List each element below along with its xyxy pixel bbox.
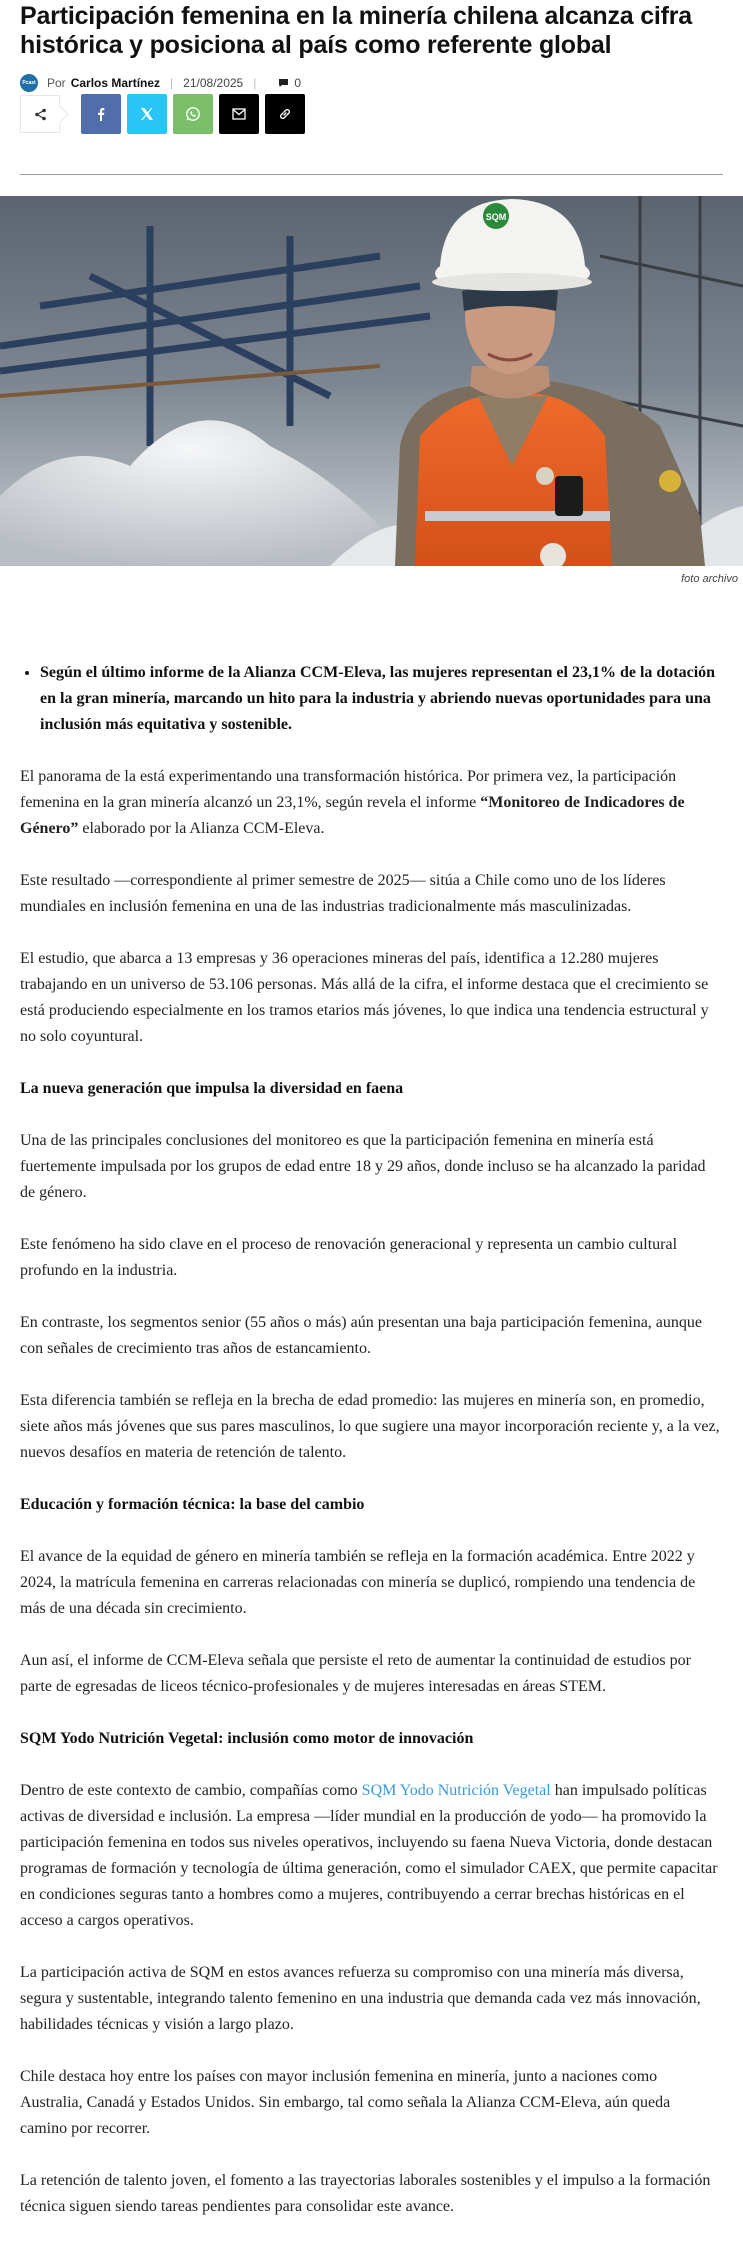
article-body bbox=[20, 660, 720, 2246]
article-title: Participación femenina en la minería chilena alcanza cifra histórica y posiciona al país como referente global bbox=[20, 2, 693, 59]
copy-link-button[interactable] bbox=[265, 94, 305, 134]
paragraph: La participación activa de SQM en estos avances refuerza su compromiso con una minería más diversa, segura y sustentable, integrando talento femenino en una industria que demanda cada vez más innovación, habilidades técnicas y visión a largo plazo. bbox=[20, 1964, 701, 2033]
paragraph: Chile destaca hoy entre los países con mayor inclusión femenina en minería, junto a naciones como Australia, Canadá y Estados Unidos. Sin embargo, tal como señala la Alianza CCM-Eleva, aún queda camino por recorrer. bbox=[20, 2068, 671, 2137]
paragraph: Aun así, el informe de CCM-Eleva señala que persiste el reto de aumentar la continuidad de estudios por parte de egresadas de liceos técnico-profesionales y de mujeres interesadas en áreas STEM. bbox=[20, 1652, 691, 1695]
highlight-list bbox=[20, 660, 720, 738]
paragraph: El estudio, que abarca a 13 empresas y 36 operaciones mineras del país, identifica a 12.280 mujeres trabajando en un universo de 53.106 personas. Más allá de la cifra, el informe destaca que el crecimiento se está produciendo especialmente en los tramos etarios más jóvenes, lo que indica una tendencia estructural y no solo coyuntural. bbox=[20, 950, 709, 1045]
paragraph: En contraste, los segmentos senior (55 años o más) aún presentan una baja participación femenina, aunque con señales de crecimiento tras años de estancamiento. bbox=[20, 1314, 702, 1357]
share-toggle-button[interactable] bbox=[20, 95, 60, 133]
section-heading: SQM Yodo Nutrición Vegetal: inclusión como motor de innovación bbox=[20, 1730, 474, 1747]
meta-separator: | bbox=[170, 76, 174, 90]
share-icon bbox=[34, 108, 47, 121]
envelope-icon bbox=[232, 108, 246, 120]
share-whatsapp-button[interactable] bbox=[173, 94, 213, 134]
share-facebook-button[interactable] bbox=[81, 94, 121, 134]
paragraph: La retención de talento joven, el fomento a las trayectorias laborales sostenibles y el impulso a la formación técnica siguen siendo tareas pendientes para consolidar este avance. bbox=[20, 2172, 711, 2215]
hero-image bbox=[0, 196, 743, 566]
comments-link[interactable] bbox=[278, 76, 301, 90]
x-icon bbox=[140, 107, 154, 121]
article-meta bbox=[20, 72, 301, 94]
paragraph: Esta diferencia también se refleja en la brecha de edad promedio: las mujeres en minería son, en promedio, siete años más jóvenes que sus pares masculinos, lo que sugiere una mayor incorporación reciente y, a la vez, nuevos desafíos en materia de retención de talento. bbox=[20, 1392, 720, 1461]
header-divider bbox=[20, 174, 723, 175]
share-x-button[interactable] bbox=[127, 94, 167, 134]
facebook-icon bbox=[94, 107, 108, 121]
author-avatar[interactable] bbox=[20, 74, 38, 92]
paragraph bbox=[20, 764, 720, 842]
whatsapp-icon bbox=[185, 106, 201, 122]
highlight-item: • Según el último informe de la Alianza CCM-Eleva, las mujeres representan el 23,1% de la dotación en la gran minería, marcando un hito para la industria y abriendo nuevas oportunidades para una inclusión más equitativa y sostenible. bbox=[40, 660, 720, 738]
paragraph-text: han impulsado políticas activas de diversidad e inclusión. La empresa —líder mundial en la producción de yodo— ha promovido la participación femenina en todos sus niveles operativos, incluyendo su faena Nueva Victoria, donde destacan programas de formación y tecnología de última generación, como el simulador CAEX, que permite capacitar en condiciones seguras tanto a hombres como a mujeres, contribuyendo a cerrar brechas históricas en el acceso a cargos operativos. bbox=[20, 1782, 718, 1929]
hero-photo-illustration bbox=[0, 196, 743, 566]
paragraph: Una de las principales conclusiones del monitoreo es que la participación femenina en minería está fuertemente impulsada por los grupos de edad entre 18 y 29 años, donde incluso se ha alcanzado la paridad de género. bbox=[20, 1132, 706, 1201]
section-heading: Educación y formación técnica: la base del cambio bbox=[20, 1496, 365, 1513]
publish-date: 21/08/2025 bbox=[183, 76, 244, 90]
paragraph: Este resultado —correspondiente al primer semestre de 2025— sitúa a Chile como uno de los líderes mundiales en inclusión femenina en una de las industrias tradicionalmente más masculinizadas. bbox=[20, 872, 666, 915]
paragraph-text: elaborado por la Alianza CCM-Eleva. bbox=[78, 820, 325, 837]
link-icon bbox=[278, 107, 292, 121]
paragraph: Este fenómeno ha sido clave en el proceso de renovación generacional y representa un cambio cultural profundo en la industria. bbox=[20, 1236, 678, 1279]
meta-separator: | bbox=[253, 76, 257, 90]
author-link[interactable]: Carlos Martínez bbox=[70, 76, 161, 90]
report-name: “Monitoreo de Indicadores de Género” bbox=[20, 794, 685, 837]
share-bar bbox=[20, 94, 311, 134]
comment-icon bbox=[278, 78, 289, 88]
comment-count: 0 bbox=[294, 76, 302, 90]
image-caption: foto archivo bbox=[681, 573, 738, 585]
sqm-link[interactable]: SQM Yodo Nutrición Vegetal bbox=[361, 1782, 551, 1799]
paragraph bbox=[20, 1778, 720, 1934]
paragraph-text: Dentro de este contexto de cambio, compañías como bbox=[20, 1782, 362, 1799]
helmet-logo-text: SQM bbox=[485, 212, 507, 222]
share-email-button[interactable] bbox=[219, 94, 259, 134]
paragraph-text: El panorama de la está experimentando una transformación histórica. Por primera vez, la participación femenina en la gran minería alcanzó un 23,1%, según revela el informe bbox=[20, 768, 677, 811]
avatar-text: Pcast bbox=[22, 80, 36, 86]
author-prefix: Por bbox=[47, 76, 66, 90]
section-heading: La nueva generación que impulsa la diversidad en faena bbox=[20, 1080, 404, 1097]
paragraph: El avance de la equidad de género en minería también se refleja en la formación académica. Entre 2022 y 2024, la matrícula femenina en carreras relacionadas con minería se duplicó, rompiendo una tendencia de más de una década sin crecimiento. bbox=[20, 1548, 696, 1617]
